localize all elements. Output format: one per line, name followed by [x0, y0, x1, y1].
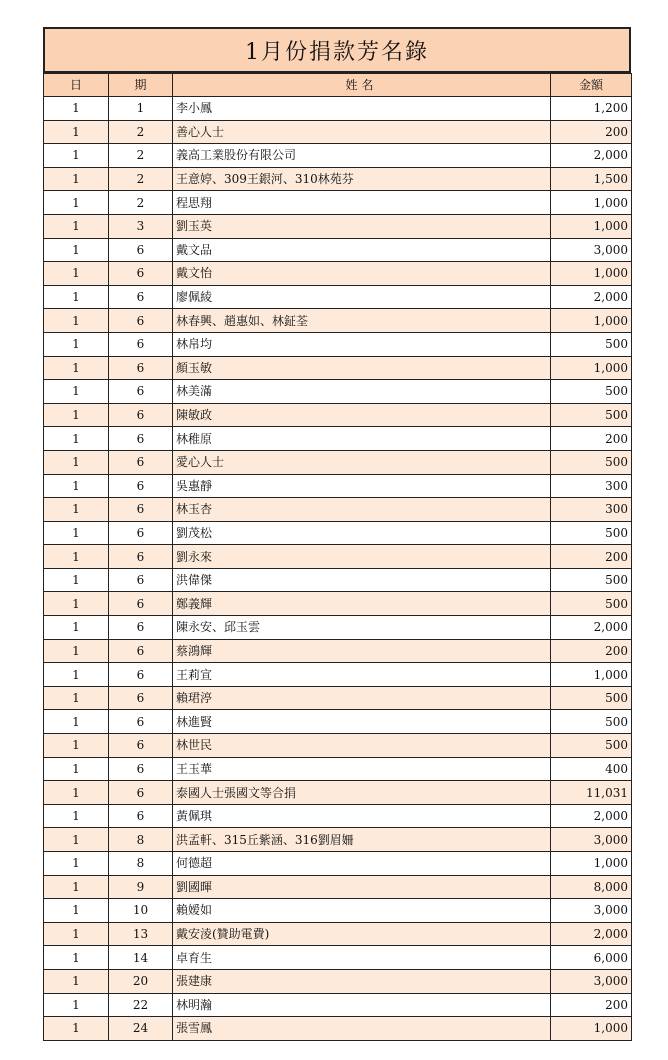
cell-month: 1 — [44, 97, 109, 121]
cell-day: 2 — [109, 120, 173, 144]
cell-day: 6 — [109, 474, 173, 498]
cell-month: 1 — [44, 332, 109, 356]
cell-month: 1 — [44, 427, 109, 451]
cell-day: 22 — [109, 993, 173, 1017]
cell-amount: 500 — [551, 734, 632, 758]
cell-day: 20 — [109, 969, 173, 993]
table-row — [44, 899, 632, 923]
cell-month: 1 — [44, 852, 109, 876]
cell-month: 1 — [44, 380, 109, 404]
cell-name: 廖佩綾 — [173, 285, 551, 309]
cell-month: 1 — [44, 781, 109, 805]
cell-amount: 300 — [551, 474, 632, 498]
cell-amount: 500 — [551, 450, 632, 474]
cell-name: 鄭義輝 — [173, 592, 551, 616]
cell-day: 6 — [109, 380, 173, 404]
cell-amount: 6,000 — [551, 946, 632, 970]
cell-day: 3 — [109, 214, 173, 238]
header-name: 姓名 — [173, 74, 551, 97]
cell-name: 泰國人士張國文等合捐 — [173, 781, 551, 805]
header-period: 期 — [109, 74, 173, 97]
cell-name: 林進賢 — [173, 710, 551, 734]
cell-name: 賴珺渟 — [173, 686, 551, 710]
cell-month: 1 — [44, 262, 109, 286]
cell-name: 戴文怡 — [173, 262, 551, 286]
cell-amount: 8,000 — [551, 875, 632, 899]
cell-day: 6 — [109, 781, 173, 805]
cell-day: 24 — [109, 1017, 173, 1041]
cell-amount: 1,000 — [551, 852, 632, 876]
cell-day: 6 — [109, 686, 173, 710]
cell-name: 林明瀚 — [173, 993, 551, 1017]
table-row — [44, 734, 632, 758]
cell-amount: 200 — [551, 993, 632, 1017]
cell-name: 林帛均 — [173, 332, 551, 356]
table-row — [44, 852, 632, 876]
cell-name: 劉茂松 — [173, 521, 551, 545]
table-row — [44, 568, 632, 592]
table-row — [44, 757, 632, 781]
cell-day: 6 — [109, 332, 173, 356]
table-body — [44, 97, 632, 1041]
cell-name: 劉國暉 — [173, 875, 551, 899]
cell-amount: 1,000 — [551, 309, 632, 333]
cell-day: 6 — [109, 616, 173, 640]
cell-amount: 500 — [551, 686, 632, 710]
cell-month: 1 — [44, 804, 109, 828]
cell-amount: 500 — [551, 521, 632, 545]
table-row — [44, 309, 632, 333]
header-day: 日 — [44, 74, 109, 97]
cell-month: 1 — [44, 521, 109, 545]
cell-name: 李小鳳 — [173, 97, 551, 121]
table-row — [44, 285, 632, 309]
cell-amount: 500 — [551, 332, 632, 356]
cell-day: 6 — [109, 639, 173, 663]
table-row — [44, 922, 632, 946]
cell-name: 戴安淩(贊助電費) — [173, 922, 551, 946]
cell-amount: 3,000 — [551, 969, 632, 993]
cell-amount: 11,031 — [551, 781, 632, 805]
cell-day: 6 — [109, 568, 173, 592]
cell-name: 劉玉英 — [173, 214, 551, 238]
cell-amount: 1,000 — [551, 1017, 632, 1041]
page-title: 1月份捐款芳名錄 — [43, 27, 631, 73]
cell-month: 1 — [44, 120, 109, 144]
cell-day: 6 — [109, 309, 173, 333]
cell-name: 卓育生 — [173, 946, 551, 970]
table-row — [44, 238, 632, 262]
cell-amount: 2,000 — [551, 285, 632, 309]
cell-amount: 2,000 — [551, 144, 632, 168]
cell-month: 1 — [44, 592, 109, 616]
table-row — [44, 380, 632, 404]
cell-day: 6 — [109, 757, 173, 781]
cell-month: 1 — [44, 498, 109, 522]
cell-day: 6 — [109, 450, 173, 474]
cell-month: 1 — [44, 1017, 109, 1041]
cell-name: 林世民 — [173, 734, 551, 758]
cell-month: 1 — [44, 356, 109, 380]
table-row — [44, 332, 632, 356]
cell-month: 1 — [44, 875, 109, 899]
cell-amount: 1,000 — [551, 214, 632, 238]
cell-day: 1 — [109, 97, 173, 121]
cell-amount: 200 — [551, 427, 632, 451]
donation-sheet — [43, 27, 631, 1041]
cell-day: 6 — [109, 238, 173, 262]
cell-amount: 2,000 — [551, 616, 632, 640]
table-row — [44, 710, 632, 734]
cell-name: 林春興、趙惠如、林鉦荃 — [173, 309, 551, 333]
table-row — [44, 993, 632, 1017]
cell-month: 1 — [44, 757, 109, 781]
cell-name: 義高工業股份有限公司 — [173, 144, 551, 168]
cell-day: 8 — [109, 828, 173, 852]
cell-month: 1 — [44, 568, 109, 592]
cell-amount: 2,000 — [551, 922, 632, 946]
cell-month: 1 — [44, 828, 109, 852]
cell-amount: 3,000 — [551, 828, 632, 852]
cell-month: 1 — [44, 403, 109, 427]
cell-day: 6 — [109, 663, 173, 687]
donation-table — [43, 73, 632, 1041]
cell-name: 愛心人士 — [173, 450, 551, 474]
cell-amount: 1,000 — [551, 663, 632, 687]
table-row — [44, 450, 632, 474]
cell-day: 6 — [109, 521, 173, 545]
table-row — [44, 946, 632, 970]
cell-name: 陳敏政 — [173, 403, 551, 427]
table-row — [44, 120, 632, 144]
table-row — [44, 686, 632, 710]
cell-name: 程思翔 — [173, 191, 551, 215]
cell-month: 1 — [44, 663, 109, 687]
cell-month: 1 — [44, 167, 109, 191]
cell-name: 洪孟軒、315丘紫涵、316劉眉姍 — [173, 828, 551, 852]
cell-name: 顏玉敏 — [173, 356, 551, 380]
cell-month: 1 — [44, 710, 109, 734]
table-row — [44, 969, 632, 993]
cell-amount: 500 — [551, 403, 632, 427]
cell-name: 戴文品 — [173, 238, 551, 262]
cell-name: 張雪鳳 — [173, 1017, 551, 1041]
cell-day: 14 — [109, 946, 173, 970]
header-row — [44, 74, 632, 97]
cell-month: 1 — [44, 238, 109, 262]
cell-month: 1 — [44, 214, 109, 238]
cell-name: 王玉華 — [173, 757, 551, 781]
cell-day: 6 — [109, 804, 173, 828]
cell-month: 1 — [44, 993, 109, 1017]
cell-name: 賴嫒如 — [173, 899, 551, 923]
cell-day: 2 — [109, 167, 173, 191]
cell-amount: 1,000 — [551, 191, 632, 215]
table-row — [44, 97, 632, 121]
cell-amount: 500 — [551, 380, 632, 404]
table-row — [44, 403, 632, 427]
cell-name: 何德超 — [173, 852, 551, 876]
cell-name: 吳惠靜 — [173, 474, 551, 498]
cell-amount: 500 — [551, 592, 632, 616]
table-row — [44, 191, 632, 215]
cell-name: 陳永安、邱玉雲 — [173, 616, 551, 640]
cell-name: 林稚原 — [173, 427, 551, 451]
cell-month: 1 — [44, 191, 109, 215]
cell-day: 6 — [109, 403, 173, 427]
cell-name: 黃佩琪 — [173, 804, 551, 828]
cell-day: 6 — [109, 710, 173, 734]
cell-amount: 500 — [551, 568, 632, 592]
cell-day: 9 — [109, 875, 173, 899]
cell-name: 王意婷、309王銀河、310林苑芬 — [173, 167, 551, 191]
table-row — [44, 781, 632, 805]
table-row — [44, 427, 632, 451]
cell-name: 蔡鴻輝 — [173, 639, 551, 663]
cell-day: 6 — [109, 427, 173, 451]
cell-amount: 1,000 — [551, 262, 632, 286]
cell-day: 2 — [109, 191, 173, 215]
cell-name: 林美滿 — [173, 380, 551, 404]
table-row — [44, 144, 632, 168]
header-amount: 金額 — [551, 74, 632, 97]
cell-day: 6 — [109, 545, 173, 569]
cell-amount: 3,000 — [551, 238, 632, 262]
table-row — [44, 356, 632, 380]
cell-month: 1 — [44, 969, 109, 993]
cell-day: 6 — [109, 734, 173, 758]
cell-amount: 1,000 — [551, 356, 632, 380]
cell-month: 1 — [44, 899, 109, 923]
cell-month: 1 — [44, 309, 109, 333]
cell-month: 1 — [44, 922, 109, 946]
table-row — [44, 167, 632, 191]
table-row — [44, 498, 632, 522]
cell-amount: 500 — [551, 710, 632, 734]
table-row — [44, 663, 632, 687]
cell-day: 13 — [109, 922, 173, 946]
cell-month: 1 — [44, 474, 109, 498]
cell-month: 1 — [44, 686, 109, 710]
cell-amount: 1,200 — [551, 97, 632, 121]
cell-amount: 200 — [551, 545, 632, 569]
table-row — [44, 875, 632, 899]
cell-day: 6 — [109, 498, 173, 522]
cell-month: 1 — [44, 946, 109, 970]
cell-name: 洪偉傑 — [173, 568, 551, 592]
table-row — [44, 262, 632, 286]
cell-day: 6 — [109, 262, 173, 286]
cell-day: 6 — [109, 285, 173, 309]
cell-day: 6 — [109, 592, 173, 616]
table-row — [44, 521, 632, 545]
table-row — [44, 592, 632, 616]
cell-day: 6 — [109, 356, 173, 380]
cell-amount: 2,000 — [551, 804, 632, 828]
cell-amount: 1,500 — [551, 167, 632, 191]
cell-name: 善心人士 — [173, 120, 551, 144]
cell-month: 1 — [44, 285, 109, 309]
cell-month: 1 — [44, 734, 109, 758]
table-row — [44, 1017, 632, 1041]
cell-month: 1 — [44, 639, 109, 663]
cell-month: 1 — [44, 144, 109, 168]
cell-amount: 400 — [551, 757, 632, 781]
table-row — [44, 474, 632, 498]
cell-month: 1 — [44, 545, 109, 569]
cell-month: 1 — [44, 616, 109, 640]
cell-name: 張建康 — [173, 969, 551, 993]
cell-amount: 3,000 — [551, 899, 632, 923]
cell-day: 8 — [109, 852, 173, 876]
table-row — [44, 545, 632, 569]
cell-amount: 300 — [551, 498, 632, 522]
table-row — [44, 639, 632, 663]
cell-name: 王莉宣 — [173, 663, 551, 687]
table-row — [44, 214, 632, 238]
cell-amount: 200 — [551, 639, 632, 663]
table-row — [44, 804, 632, 828]
cell-day: 2 — [109, 144, 173, 168]
cell-name: 林玉杏 — [173, 498, 551, 522]
table-row — [44, 616, 632, 640]
cell-amount: 200 — [551, 120, 632, 144]
cell-day: 10 — [109, 899, 173, 923]
table-row — [44, 828, 632, 852]
cell-month: 1 — [44, 450, 109, 474]
cell-name: 劉永來 — [173, 545, 551, 569]
